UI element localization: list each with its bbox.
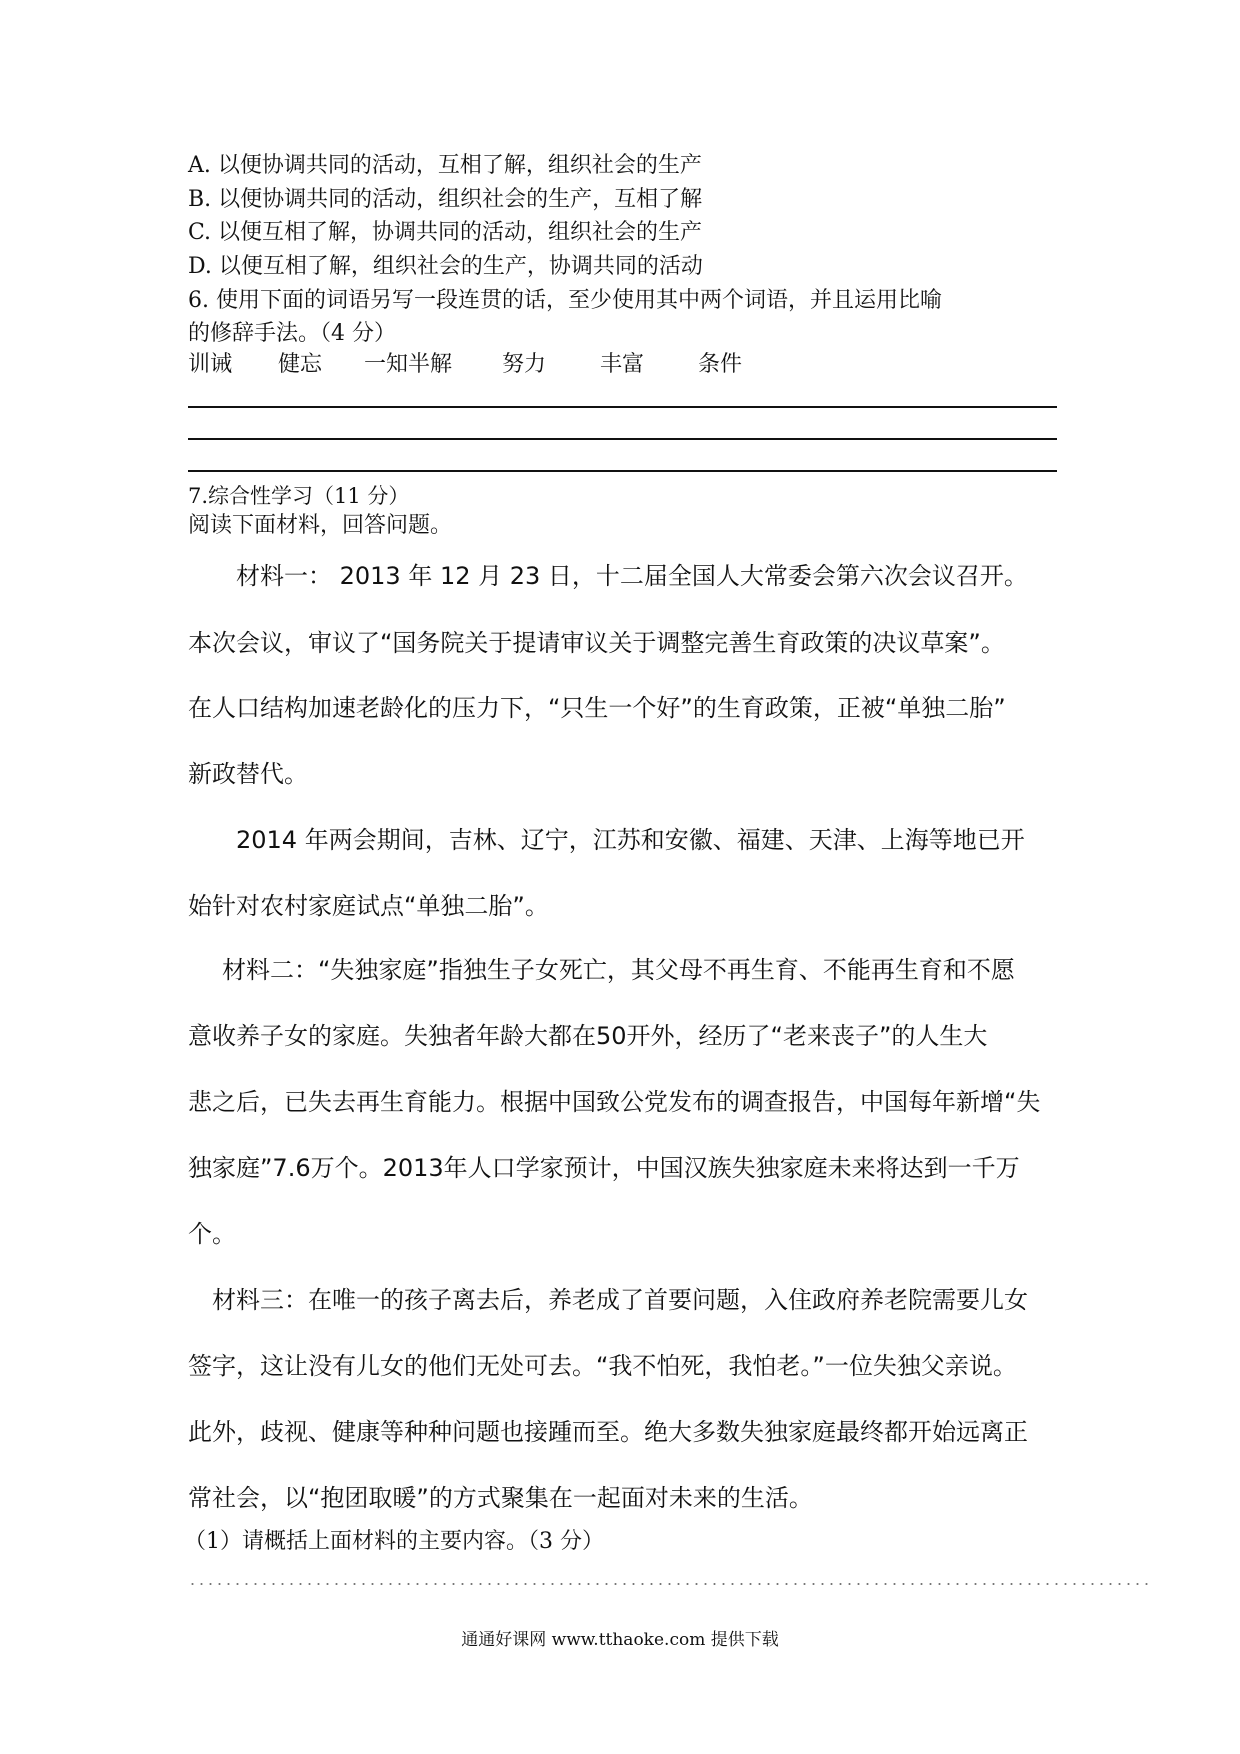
page-footer: 通通好课网 www.tthaoke.com 提供下载 xyxy=(461,1630,779,1650)
material-line: 在人口结构加速老龄化的压力下，“只生一个好”的生育政策，正被“单独二胎” xyxy=(188,694,1006,722)
material-line: 材料三：在唯一的孩子离去后，养老成了首要问题，入住政府养老院需要儿女 xyxy=(212,1286,1028,1314)
material-line: 2014 年两会期间，吉林、辽宁，江苏和安徽、福建、天津、上海等地已开 xyxy=(236,826,1025,854)
material-line: 意收养子女的家庭。失独者年龄大都在50开外，经历了“老来丧子”的人生大 xyxy=(188,1022,988,1050)
dotted-answer-line xyxy=(188,1582,1148,1586)
material-line: 此外，歧视、健康等种种问题也接踵而至。绝大多数失独家庭最终都开始远离正 xyxy=(188,1418,1028,1446)
answer-line xyxy=(188,470,1057,472)
material-line: 本次会议，审议了“国务院关于提请审议关于调整完善生育政策的决议草案”。 xyxy=(188,629,1005,657)
word-list xyxy=(188,348,742,382)
answer-line xyxy=(188,406,1057,408)
word-item: 条件 xyxy=(698,352,743,377)
material-line: 签字，这让没有儿女的他们无处可去。“我不怕死，我怕老。”一位失独父亲说。 xyxy=(188,1352,1017,1380)
option-b: B. 以便协调共同的活动，组织社会的生产，互相了解 xyxy=(188,187,703,212)
material-line: 材料二：“失独家庭”指独生子女死亡，其父母不再生育、不能再生育和不愿 xyxy=(222,956,1015,984)
material-line: 新政替代。 xyxy=(188,760,308,788)
question-7-instruction: 阅读下面材料，回答问题。 xyxy=(188,513,453,538)
word-item: 健忘 xyxy=(278,352,323,377)
word-item: 丰富 xyxy=(600,352,645,377)
material-line: 个。 xyxy=(188,1220,236,1248)
material-line: 材料一： 2013 年 12 月 23 日，十二届全国人大常委会第六次会议召开。 xyxy=(236,562,1028,590)
question-6-line-2: 的修辞手法。（4 分） xyxy=(188,321,396,346)
option-a: A. 以便协调共同的活动，互相了解，组织社会的生产 xyxy=(188,153,702,178)
question-6-line-1: 6. 使用下面的词语另写一段连贯的话，至少使用其中两个词语，并且运用比喻 xyxy=(188,288,942,313)
material-line: 始针对农村家庭试点“单独二胎”。 xyxy=(188,892,549,920)
word-item: 一知半解 xyxy=(364,352,453,377)
option-c: C. 以便互相了解，协调共同的活动，组织社会的生产 xyxy=(188,220,703,245)
word-item: 训诫 xyxy=(188,352,233,377)
material-line: 独家庭”7.6万个。2013年人口学家预计，中国汉族失独家庭未来将达到一千万 xyxy=(188,1154,1020,1182)
option-d: D. 以便互相了解，组织社会的生产，协调共同的活动 xyxy=(188,254,703,279)
question-7-title: 7.综合性学习（11 分） xyxy=(188,484,410,508)
word-item: 努力 xyxy=(502,352,547,377)
material-line: 常社会，以“抱团取暖”的方式聚集在一起面对未来的生活。 xyxy=(188,1484,813,1512)
answer-line xyxy=(188,438,1057,440)
material-line: 悲之后，已失去再生育能力。根据中国致公党发布的调查报告，中国每年新增“失 xyxy=(188,1088,1041,1116)
sub-question-1: （1）请概括上面材料的主要内容。（3 分） xyxy=(184,1529,604,1554)
